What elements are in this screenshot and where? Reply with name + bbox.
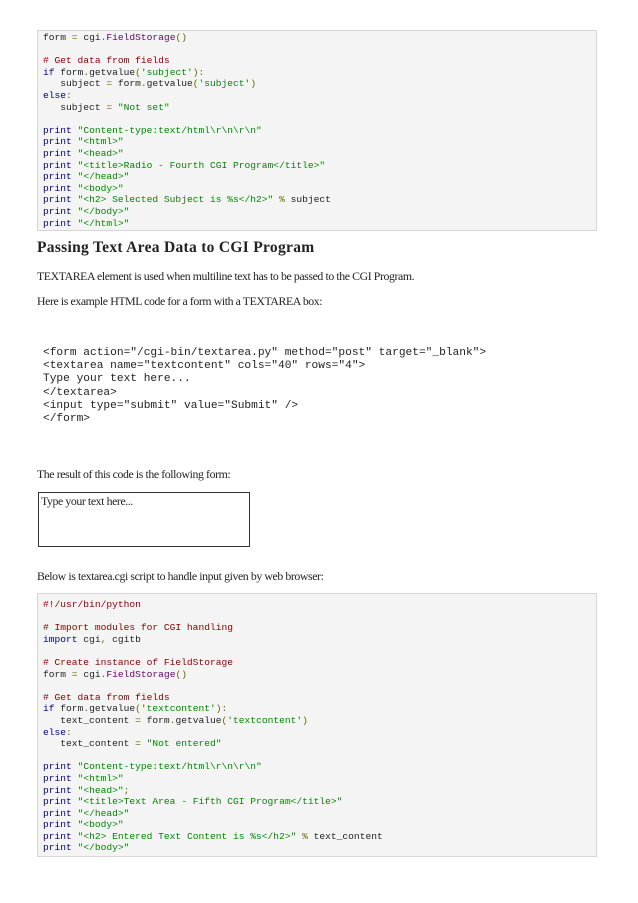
code-token: cgitb (106, 633, 141, 645)
code-token: "<h2> Entered Text Content is %s</h2>" (77, 830, 297, 842)
code-line (43, 669, 596, 681)
code-token: "<title>Radio - Fourth CGI Program</title>" (77, 159, 326, 171)
code-line (43, 32, 596, 44)
example-intro-text: Here is example HTML code for a form with a TEXTAREA box: (37, 294, 323, 308)
code-token: "Not set" (117, 101, 170, 113)
code-token: getvalue (146, 78, 193, 90)
demo-textarea[interactable] (38, 492, 250, 547)
code-token: cgi (77, 633, 101, 645)
code-token: . (140, 78, 147, 90)
code-token: ): (215, 703, 228, 715)
code-token: "<h2> Selected Subject is %s</h2>" (77, 194, 274, 206)
code-token: import (43, 633, 78, 645)
code-token: #!/usr/bin/python (43, 599, 141, 610)
textarea-intro-text: TEXTAREA element is used when multiline text has to be passed to the CGI Program. (37, 269, 415, 283)
code-token: # Create instance of FieldStorage (43, 656, 233, 668)
code-token: form (140, 714, 170, 726)
code-line (43, 657, 596, 669)
code-line (43, 703, 596, 715)
code-line (43, 715, 596, 727)
code-token: "<head>" (77, 147, 124, 159)
code-token: : (66, 726, 72, 738)
code-token: print (43, 205, 72, 217)
code-token: cgi (77, 32, 101, 43)
top-code-block (37, 30, 597, 231)
code-line (43, 831, 596, 843)
code-token: . (169, 714, 176, 726)
code-line (43, 90, 596, 102)
code-token: form (43, 668, 72, 680)
code-token: form (54, 66, 84, 78)
code-token: getvalue (89, 703, 136, 715)
code-token: print (43, 830, 72, 842)
code-line (43, 727, 596, 739)
script-intro-text: Below is textarea.cgi script to handle input given by web browser: (37, 569, 324, 583)
code-token: print (43, 217, 72, 229)
code-token: "</body>" (77, 205, 130, 217)
code-token: print (43, 136, 72, 148)
code-line (43, 78, 596, 90)
code-line (43, 645, 596, 657)
code-line (43, 750, 596, 762)
code-token: text_content (43, 714, 136, 726)
code-token: = (135, 714, 141, 726)
code-token: "<head>" (77, 784, 124, 796)
code-token: ( (135, 703, 141, 715)
code-token: subject (43, 101, 107, 113)
code-line (43, 692, 596, 704)
code-token: print (43, 796, 72, 808)
code-token: form (43, 32, 72, 43)
code-line (43, 102, 596, 114)
code-token: . (100, 32, 107, 43)
code-line (43, 785, 596, 797)
code-line (43, 634, 596, 646)
code-token: print (43, 772, 72, 784)
code-token: print (43, 171, 72, 183)
code-token: "</body>" (77, 842, 130, 854)
code-token: "Content-type:text/html\r\n\r\n" (77, 124, 262, 136)
code-token: "<title>Text Area - Fifth CGI Program</title>" (77, 796, 343, 808)
code-token: . (83, 703, 90, 715)
code-token: print (43, 194, 72, 206)
code-line (43, 738, 596, 750)
code-token: print (43, 842, 72, 854)
code-token: "<html>" (77, 772, 124, 784)
code-token: % (279, 194, 285, 206)
code-token: FieldStorage (106, 668, 176, 680)
code-token: print (43, 182, 72, 194)
code-line (43, 125, 596, 137)
code-token: text_content (307, 830, 383, 842)
code-token: # Import modules for CGI handling (43, 622, 233, 634)
code-token: % (302, 830, 308, 842)
code-line (43, 148, 596, 160)
code-token: : (66, 89, 72, 101)
code-token: "<body>" (77, 182, 124, 194)
code-token: if (43, 703, 55, 715)
code-token: 'textcontent' (140, 703, 216, 715)
code-token: "Not entered" (146, 738, 222, 750)
code-token: = (71, 32, 78, 43)
code-token: text_content (43, 738, 136, 750)
code-token: form (112, 78, 141, 90)
code-line (43, 599, 596, 611)
code-token: print (43, 124, 72, 136)
code-line (43, 773, 596, 785)
bottom-code-block (37, 593, 597, 857)
code-token: "<body>" (77, 819, 124, 831)
code-token: else (43, 726, 67, 738)
code-line (43, 218, 596, 230)
code-token: 'textcontent' (227, 714, 303, 726)
code-token: cgi (77, 668, 101, 680)
code-token: subject (284, 194, 331, 206)
code-token: 'subject' (198, 78, 251, 90)
code-token: form (54, 703, 84, 715)
code-line (43, 136, 596, 148)
code-token: print (43, 761, 72, 773)
code-token: "</head>" (77, 171, 130, 183)
code-token: ): (192, 66, 205, 78)
code-token: ) (302, 714, 308, 726)
code-token: . (83, 66, 90, 78)
code-token: else (43, 89, 67, 101)
code-line (43, 808, 596, 820)
demo-textarea-value: Type your text here... (41, 494, 133, 508)
code-line (43, 183, 596, 195)
code-token: "Content-type:text/html\r\n\r\n" (77, 761, 262, 773)
code-token: () (175, 32, 187, 43)
code-line (43, 206, 596, 218)
code-line (43, 622, 596, 634)
code-token: print (43, 147, 72, 159)
section-heading: Passing Text Area Data to CGI Program (37, 239, 315, 256)
code-line (43, 680, 596, 692)
code-token: print (43, 159, 72, 171)
code-token: 'subject' (140, 66, 193, 78)
result-intro-text: The result of this code is the following form: (37, 467, 231, 481)
code-line (43, 796, 596, 808)
code-line (43, 55, 596, 67)
code-token: subject (43, 78, 107, 90)
code-token: getvalue (175, 714, 222, 726)
code-token: "</html>" (77, 217, 130, 229)
code-token: . (100, 668, 107, 680)
code-line (43, 171, 596, 183)
code-token: ( (135, 66, 141, 78)
code-token: = (106, 78, 113, 90)
code-token: ) (250, 78, 257, 90)
code-line (43, 819, 596, 831)
code-token: print (43, 807, 72, 819)
code-token: () (175, 668, 187, 680)
code-token: print (43, 819, 72, 831)
code-token: if (43, 66, 55, 78)
code-line (43, 67, 596, 79)
code-token: ( (192, 78, 199, 90)
code-token: "</head>" (77, 807, 130, 819)
code-token: # Get data from fields (43, 691, 170, 703)
code-line (43, 194, 596, 206)
code-line (43, 44, 596, 56)
code-token: = (106, 101, 113, 113)
html-example-code: <form action="/cgi-bin/textarea.py" method="post" target="_blank"> <textarea name="textcontent" cols="40" rows="4"> Type your text here... </textarea> <input type="submit" value="Submit" /> </form> (43, 347, 487, 426)
code-token: , (100, 633, 107, 645)
code-token: # Get data from fields (43, 55, 170, 67)
code-token: FieldStorage (106, 32, 176, 43)
code-token: print (43, 784, 72, 796)
code-token: = (135, 738, 141, 750)
code-token: ( (221, 714, 228, 726)
code-token: = (71, 668, 78, 680)
code-token: ; (123, 784, 130, 796)
code-line (43, 160, 596, 172)
code-token: "<html>" (77, 136, 124, 148)
code-line (43, 611, 596, 623)
code-token: getvalue (89, 66, 136, 78)
code-line (43, 842, 596, 854)
code-line (43, 113, 596, 125)
code-line (43, 761, 596, 773)
